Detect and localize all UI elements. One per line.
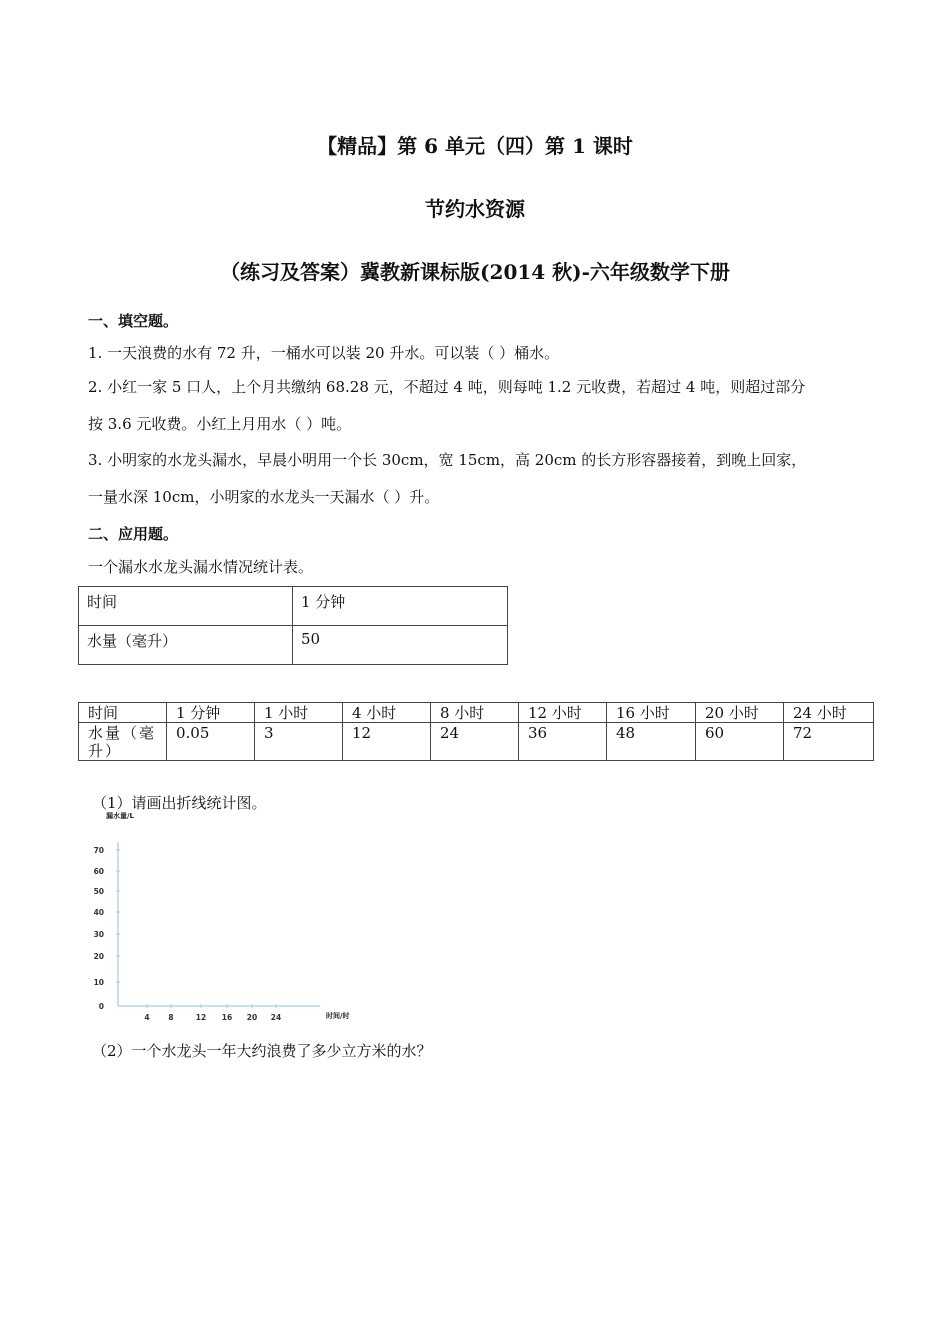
table-header-cell: 12 小时: [519, 703, 607, 723]
question-2-line2: 按 3.6 元收费。小红上月用水（ ）吨。: [88, 415, 352, 433]
doc-title: 【精品】第 6 单元（四）第 1 课时: [317, 134, 633, 158]
x-tick-label: 20: [246, 1013, 258, 1022]
table-cell: 12: [343, 723, 431, 761]
table-cell: 水量（毫升）: [79, 626, 293, 665]
table-cell: 3: [255, 723, 343, 761]
table-cell: 36: [519, 723, 607, 761]
table-row: [79, 626, 508, 665]
table-header-cell: 24 小时: [784, 703, 874, 723]
table-intro: 一个漏水水龙头漏水情况统计表。: [88, 558, 314, 576]
y-axis-label: 漏水量/L: [106, 812, 135, 820]
x-tick-label: 8: [168, 1013, 174, 1022]
x-tick-label: 16: [221, 1013, 233, 1022]
y-tick-label: 70: [93, 846, 104, 855]
doc-edition: （练习及答案）冀教新课标版(2014 秋)-六年级数学下册: [220, 260, 730, 284]
x-axis-label: 时间/时: [326, 1012, 350, 1020]
table-cell: 0.05: [167, 723, 255, 761]
table-header-cell: 1 分钟: [167, 703, 255, 723]
y-tick-label: 40: [93, 908, 104, 917]
question-2-line1: 2. 小红一家 5 口人，上个月共缴纳 68.28 元，不超过 4 吨，则每吨 1.2 元收费，若超过 4 吨，则超过部分: [88, 378, 806, 396]
table-cell: 50: [293, 626, 508, 665]
subquestion-2: （2）一个水龙头一年大约浪费了多少立方米的水？: [92, 1042, 432, 1060]
leak-table-full: [78, 702, 874, 761]
section-fill-blank-title: 一、填空题。: [88, 312, 179, 330]
table-cell: 水量（毫升）: [79, 723, 167, 761]
y-tick-label: 60: [93, 867, 104, 876]
x-tick-label: 12: [195, 1013, 207, 1022]
table-cell: 48: [607, 723, 696, 761]
blank-line-chart: [88, 810, 368, 1028]
section-application-title: 二、应用题。: [88, 525, 179, 543]
table-header-row: [79, 703, 874, 723]
y-tick-label: 0: [98, 1002, 104, 1011]
table-row: [79, 723, 874, 761]
y-tick-label: 10: [93, 978, 104, 987]
table-header-cell: 20 小时: [696, 703, 784, 723]
doc-subtitle: 节约水资源: [425, 197, 525, 221]
table-header-cell: 8 小时: [431, 703, 519, 723]
table-header-cell: 时间: [79, 703, 167, 723]
question-3-line1: 3. 小明家的水龙头漏水，早晨小明用一个长 30cm，宽 15cm，高 20cm 的长方形容器接着，到晚上回家，: [88, 451, 807, 469]
table-row: [79, 587, 508, 626]
question-3-line2: 一量水深 10cm，小明家的水龙头一天漏水（ ）升。: [88, 488, 440, 506]
question-1: 1. 一天浪费的水有 72 升，一桶水可以装 20 升水。可以装（ ）桶水。: [88, 344, 560, 362]
table-header-cell: 16 小时: [607, 703, 696, 723]
table-cell: 1 分钟: [293, 587, 508, 626]
y-tick-label: 20: [93, 952, 104, 961]
table-header-cell: 4 小时: [343, 703, 431, 723]
table-cell: 72: [784, 723, 874, 761]
y-tick-label: 50: [93, 887, 104, 896]
leak-table-small: [78, 586, 508, 665]
x-tick-label: 4: [144, 1013, 150, 1022]
table-cell: 60: [696, 723, 784, 761]
subquestion-1: （1）请画出折线统计图。: [92, 794, 267, 812]
table-cell: 24: [431, 723, 519, 761]
table-cell: 时间: [79, 587, 293, 626]
table-header-cell: 1 小时: [255, 703, 343, 723]
x-tick-label: 24: [270, 1013, 282, 1022]
y-tick-label: 30: [93, 930, 104, 939]
